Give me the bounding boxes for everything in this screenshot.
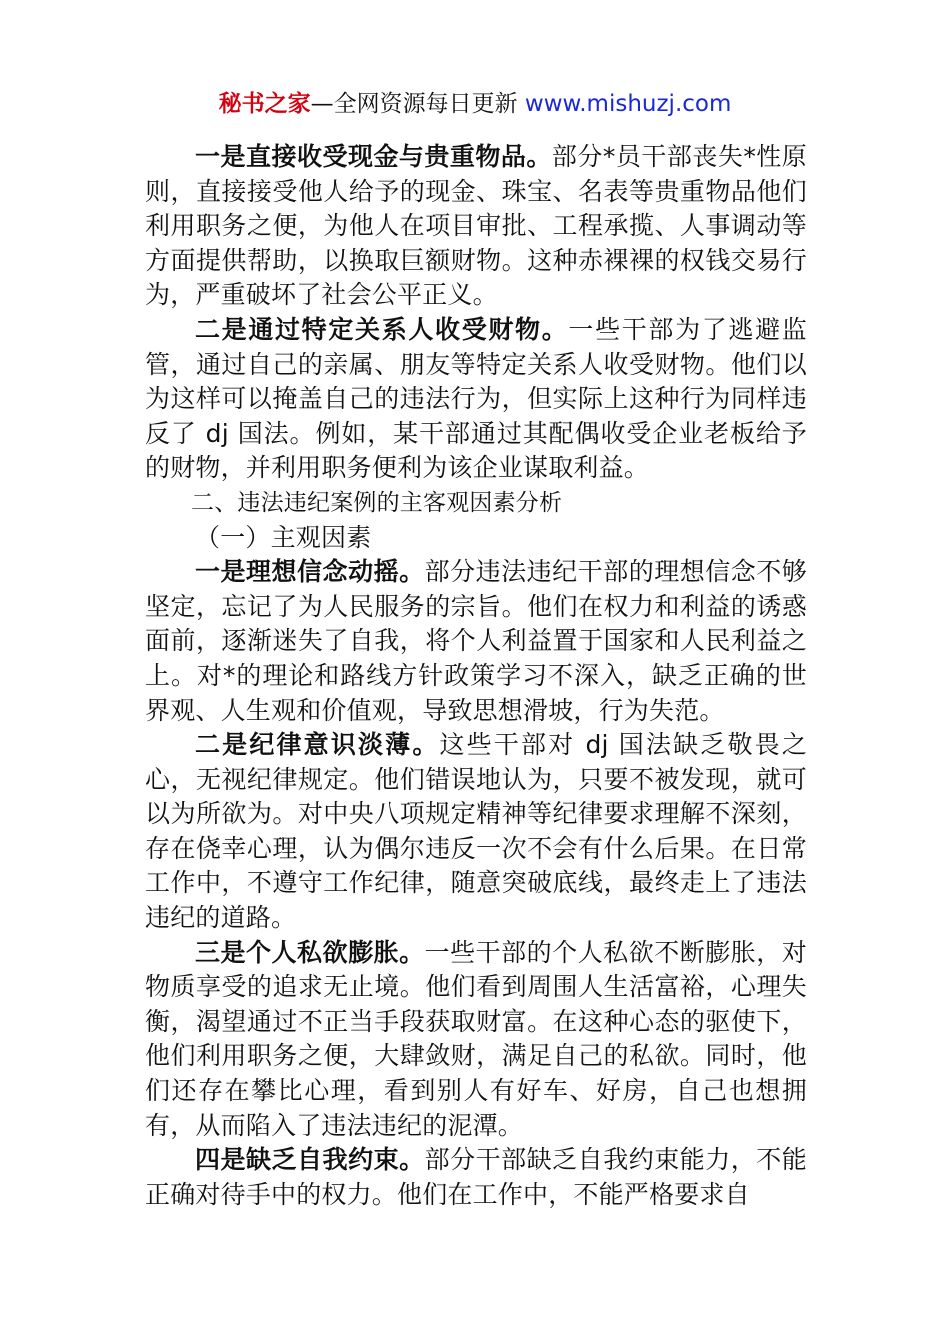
paragraph-self-restraint	[145, 1143, 807, 1212]
subsection-heading: （一）主观因素	[195, 522, 372, 552]
paragraph-text: 一些干部的个人私欲不断膨胀，对物质享受的追求无止境。他们看到周围人生活富裕，心理失衡，渴望通过不正当手段获取财富。在这种心态的驱使下，他们利用职务之便，大肆敛财，满足自己的私欲。同时，他们还存在攀比心理，看到别人有好车、好房，自己也想拥有，从而陷入了违法违纪的泥潭。	[145, 937, 807, 1140]
site-url-link[interactable]: www.mishuzj.com	[524, 91, 732, 117]
paragraph-specific-relations	[145, 313, 807, 486]
paragraph-text: 部分干部缺乏自我约束能力，不能正确对待手中的权力。他们在工作中，不能严格要求自	[145, 1145, 807, 1209]
paragraph-text: 一些干部为了逃避监管，通过自己的亲属、朋友等特定关系人收受财物。他们以为这样可以掩盖自己的违法行为，但实际上这种行为同样违反了 dj 国法。例如，某干部通过其配偶收受企业老板给予的财物，并利用职务便利为该企业谋取利益。	[145, 314, 807, 483]
paragraph-lead: 二是纪律意识淡薄。	[195, 730, 440, 760]
paragraph-text: 部分违法违纪干部的理想信念不够坚定，忘记了为人民服务的宗旨。他们在权力和利益的诱惑面前，逐渐迷失了自我，将个人利益置于国家和人民利益之上。对*的理论和路线方针政策学习不深入，缺乏正确的世界观、人生观和价值观，导致思想滑坡，行为失范。	[145, 557, 807, 725]
paragraph-ideals-wavering	[145, 555, 807, 728]
section-heading: 二、违法违纪案例的主客观因素分析	[191, 489, 563, 516]
brand-name: 秘书之家	[218, 91, 311, 117]
paragraph-cash-gifts	[145, 140, 807, 313]
paragraph-lead: 一是直接收受现金与贵重物品。	[195, 142, 552, 171]
page-header	[0, 88, 950, 120]
paragraph-discipline-weak	[145, 728, 807, 936]
document-body	[145, 140, 807, 1212]
paragraph-text: 这些干部对 dj 国法缺乏敬畏之心，无视纪律规定。他们错误地认为，只要不被发现，就可以为所欲为。对中央八项规定精神等纪律要求理解不深刻，存在侥幸心理，认为偶尔违反一次不会有什么后果。在日常工作中，不遵守工作纪律，随意突破底线，最终走上了违法违纪的道路。	[145, 730, 807, 933]
header-tagline: —全网资源每日更新	[310, 91, 525, 117]
paragraph-lead: 三是个人私欲膨胀。	[195, 937, 425, 967]
paragraph-lead: 二是通过特定关系人收受财物。	[195, 314, 569, 344]
paragraph-personal-desire	[145, 936, 807, 1144]
paragraph-lead: 四是缺乏自我约束。	[195, 1145, 425, 1175]
paragraph-text: 部分*员干部丧失*性原则，直接接受他人给予的现金、珠宝、名表等贵重物品他们利用职务之便，为他人在项目审批、工程承揽、人事调动等方面提供帮助，以换取巨额财物。这种赤裸裸的权钱交易行为，严重破坏了社会公平正义。	[145, 142, 808, 310]
paragraph-lead: 一是理想信念动摇。	[195, 557, 425, 587]
